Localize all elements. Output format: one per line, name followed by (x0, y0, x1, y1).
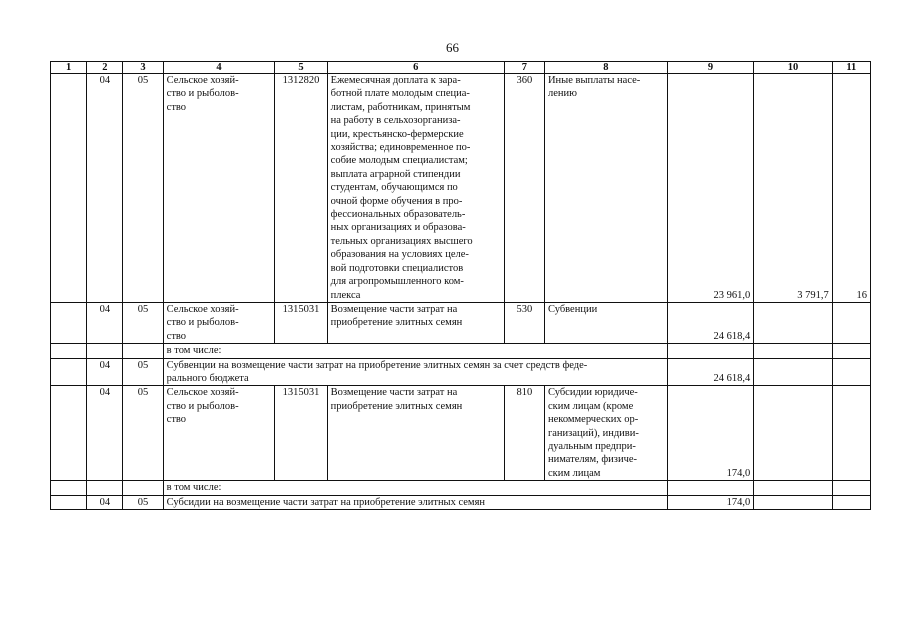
table-row (51, 74, 871, 303)
cell-col10 (754, 344, 832, 358)
cell-col11 (832, 302, 870, 343)
cell-col11 (832, 386, 870, 481)
cell-col5: 1315031 (275, 386, 327, 481)
cell-col2 (87, 344, 123, 358)
budget-table (50, 61, 871, 510)
col-header-6: 6 (327, 62, 504, 74)
cell-col11 (832, 358, 870, 386)
cell-col10 (754, 302, 832, 343)
table-row (51, 481, 871, 495)
cell-col7: 530 (504, 302, 544, 343)
cell-col3: 05 (123, 302, 163, 343)
cell-col9 (667, 344, 754, 358)
cell-col5: 1312820 (275, 74, 327, 303)
cell-span-text: в том числе: (163, 344, 667, 358)
cell-col2: 04 (87, 74, 123, 303)
cell-col3: 05 (123, 74, 163, 303)
cell-col2: 04 (87, 495, 123, 509)
cell-col1 (51, 344, 87, 358)
cell-col3: 05 (123, 386, 163, 481)
cell-col3: 05 (123, 495, 163, 509)
cell-col2 (87, 481, 123, 495)
cell-col9: 174,0 (667, 386, 754, 481)
cell-col5: 1315031 (275, 302, 327, 343)
cell-col11 (832, 344, 870, 358)
page-number: 66 (446, 40, 459, 55)
cell-col9: 24 618,4 (667, 358, 754, 386)
cell-col10 (754, 495, 832, 509)
cell-col8: Иные выплаты насе- лению (544, 74, 667, 303)
cell-col8: Субвенции (544, 302, 667, 343)
cell-col10 (754, 358, 832, 386)
col-header-8: 8 (544, 62, 667, 74)
cell-col3: 05 (123, 358, 163, 386)
header-row (51, 62, 871, 74)
cell-col2: 04 (87, 386, 123, 481)
cell-col2: 04 (87, 358, 123, 386)
cell-col4: Сельское хозяй- ство и рыболов- ство (163, 302, 275, 343)
table-row (51, 358, 871, 386)
col-header-7: 7 (504, 62, 544, 74)
cell-col4: Сельское хозяй- ство и рыболов- ство (163, 74, 275, 303)
cell-col1 (51, 358, 87, 386)
cell-span-text: Субвенции на возмещение части затрат на приобретение элитных семян за счет средств феде- рального бюджета (163, 358, 667, 386)
cell-col2: 04 (87, 302, 123, 343)
cell-col9: 24 618,4 (667, 302, 754, 343)
table-row (51, 302, 871, 343)
table-row (51, 495, 871, 509)
cell-col7: 810 (504, 386, 544, 481)
cell-col10 (754, 386, 832, 481)
col-header-3: 3 (123, 62, 163, 74)
col-header-5: 5 (275, 62, 327, 74)
cell-col10 (754, 481, 832, 495)
table-row (51, 386, 871, 481)
cell-col1 (51, 495, 87, 509)
cell-col4: Сельское хозяй- ство и рыболов- ство (163, 386, 275, 481)
cell-col9 (667, 481, 754, 495)
cell-col8: Субсидии юридиче- ским лицам (кроме некоммерческих ор- ганизаций), индиви- дуальным предпри- нимателям, физиче- ским лицам (544, 386, 667, 481)
cell-col7: 360 (504, 74, 544, 303)
cell-col9: 174,0 (667, 495, 754, 509)
col-header-9: 9 (667, 62, 754, 74)
cell-col3 (123, 344, 163, 358)
cell-span-text: Субсидии на возмещение части затрат на приобретение элитных семян (163, 495, 667, 509)
cell-col11 (832, 495, 870, 509)
col-header-4: 4 (163, 62, 275, 74)
cell-col11 (832, 481, 870, 495)
cell-col1 (51, 386, 87, 481)
col-header-1: 1 (51, 62, 87, 74)
table-row (51, 344, 871, 358)
cell-col1 (51, 302, 87, 343)
col-header-10: 10 (754, 62, 832, 74)
cell-col11: 16 (832, 74, 870, 303)
cell-col1 (51, 74, 87, 303)
cell-col1 (51, 481, 87, 495)
cell-col10: 3 791,7 (754, 74, 832, 303)
cell-col6: Возмещение части затрат на приобретение элитных семян (327, 302, 504, 343)
cell-col6: Возмещение части затрат на приобретение элитных семян (327, 386, 504, 481)
col-header-2: 2 (87, 62, 123, 74)
cell-span-text: в том числе: (163, 481, 667, 495)
cell-col6: Ежемесячная доплата к зара- ботной плате молодым специа- листам, работникам, принятым на работу в сельхозорганиза- ции, крестьянско-фермерские хозяйства; единовременное по- собие молодым специалистам; выплата аграрной стипендии студентам, обучающимся по очной форме обучения в про- фессиональных образователь- ных организациях и образова- тельных организациях высшего образования на условиях целе- вой подготовки специалистов для агропромышленного ком- плекса (327, 74, 504, 303)
col-header-11: 11 (832, 62, 870, 74)
cell-col9: 23 961,0 (667, 74, 754, 303)
cell-col3 (123, 481, 163, 495)
